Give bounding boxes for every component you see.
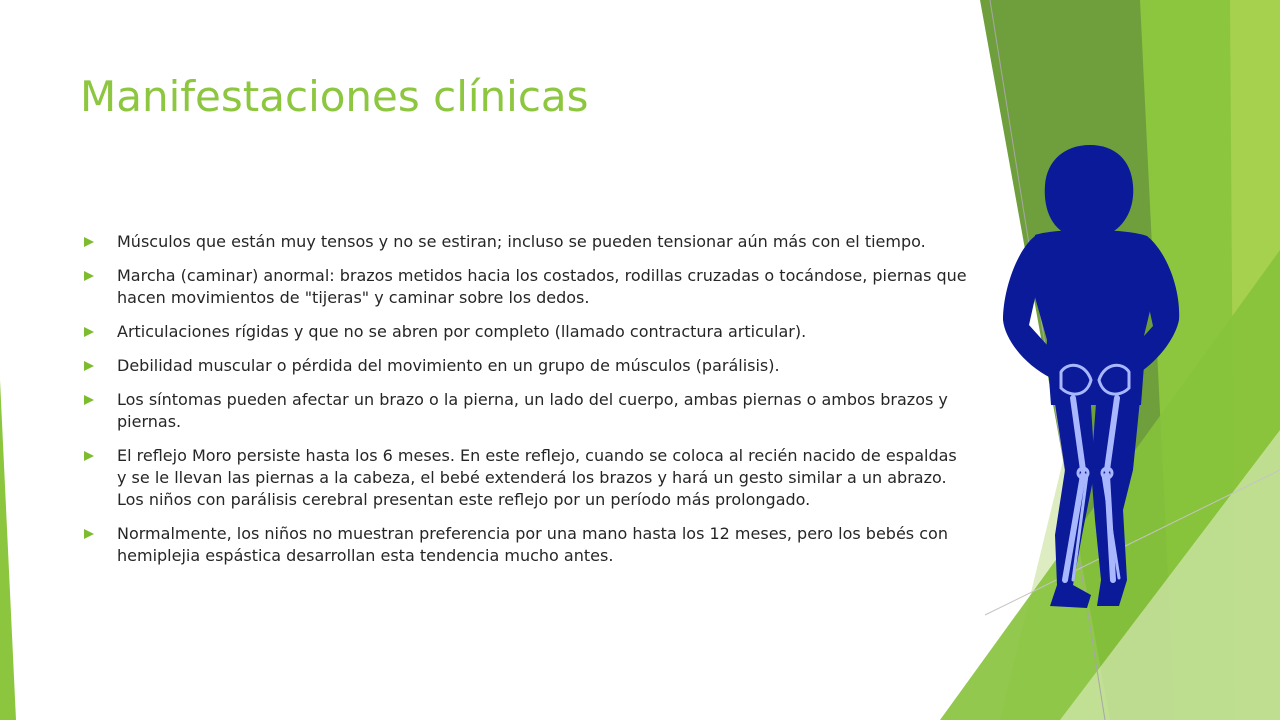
bullet-item (80, 389, 970, 433)
bullet-list (80, 231, 970, 579)
bullet-item (80, 445, 970, 511)
bullet-item (80, 265, 970, 309)
bullet-item (80, 355, 970, 377)
bullet-arrow-icon (84, 271, 94, 281)
bullet-text: Los síntomas pueden afectar un brazo o la pierna, un lado del cuerpo, ambas piernas o ambos brazos y piernas. (117, 390, 948, 431)
bullet-text: Músculos que están muy tensos y no se estiran; incluso se pueden tensionar aún más con el tiempo. (117, 232, 926, 251)
bullet-text: El reflejo Moro persiste hasta los 6 meses. En este reflejo, cuando se coloca al recién nacido de espaldas y se le llevan las piernas a la cabeza, el bebé extenderá los brazos y hará un gesto similar a un abrazo. Los niños con parálisis cerebral presentan este reflejo por un período más prolongado. (117, 446, 957, 509)
bullet-arrow-icon (84, 395, 94, 405)
slide-title: Manifestaciones clínicas (80, 72, 589, 121)
bullet-text: Marcha (caminar) anormal: brazos metidos hacia los costados, rodillas cruzadas o tocándose, piernas que hacen movimientos de "tijeras" y caminar sobre los dedos. (117, 266, 967, 307)
bullet-text: Debilidad muscular o pérdida del movimiento en un grupo de músculos (parálisis). (117, 356, 780, 375)
bullet-arrow-icon (84, 237, 94, 247)
bullet-arrow-icon (84, 451, 94, 461)
bullet-item (80, 321, 970, 343)
xray-skeleton-figure-icon (995, 140, 1195, 610)
bullet-item (80, 231, 970, 253)
bullet-text: Normalmente, los niños no muestran preferencia por una mano hasta los 12 meses, pero los bebés con hemiplejia espástica desarrollan esta tendencia mucho antes. (117, 524, 948, 565)
bullet-item (80, 523, 970, 567)
bullet-text: Articulaciones rígidas y que no se abren por completo (llamado contractura articular). (117, 322, 807, 341)
bullet-arrow-icon (84, 529, 94, 539)
bullet-arrow-icon (84, 327, 94, 337)
deco-left-edge (0, 380, 16, 720)
bullet-arrow-icon (84, 361, 94, 371)
